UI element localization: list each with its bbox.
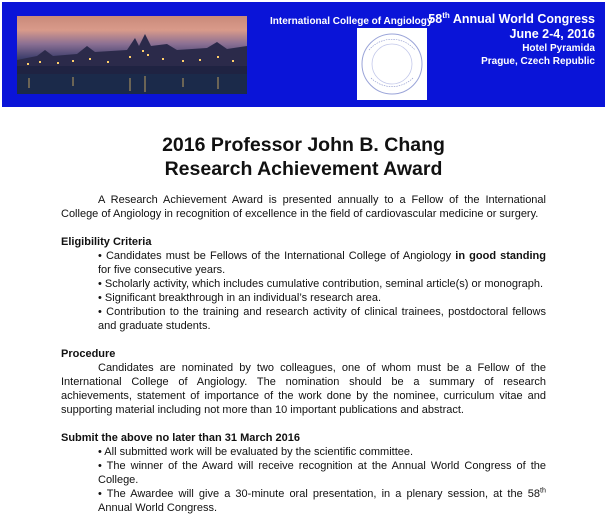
prague-skyline-photo	[17, 16, 247, 94]
skyline-illustration	[17, 16, 247, 94]
submission-item-text: • The Awardee will give a 30-minute oral presentation, in a plenary session, at the 58	[98, 488, 541, 500]
submission-item: • The winner of the Award will receive recognition at the Annual World Congress of the College.	[98, 460, 546, 486]
submission-item: • All submitted work will be evaluated by the scientific committee.	[98, 446, 414, 458]
congress-title-rest: Annual World Congress	[449, 12, 595, 26]
congress-city: Prague, Czech Republic	[481, 56, 595, 67]
procedure-paragraph: Candidates are nominated by two colleagues, one of whom must be a Fellow of the International College of Angiology. The nomination should be a summary of research achievements, statement of importance of the work done by the nominee, curriculum vitae and supporting material including not more than 10 important publications and abstract.	[61, 362, 546, 416]
congress-title	[428, 12, 595, 27]
eligibility-heading: Eligibility Criteria	[61, 236, 152, 248]
spacer	[61, 221, 546, 235]
submission-heading: Submit the above no later than 31 March 2016	[61, 432, 301, 444]
congress-ordinal-suffix: th	[442, 10, 450, 20]
college-seal-logo	[357, 28, 427, 100]
award-title-line2: Research Achievement Award	[164, 158, 443, 180]
award-title-line1: 2016 Professor John B. Chang	[162, 134, 445, 156]
ordinal-suffix: th	[540, 486, 546, 495]
eligibility-item: • Scholarly activity, which includes cumulative contribution, seminal article(s) or monograph.	[98, 278, 544, 290]
procedure-heading: Procedure	[61, 348, 116, 360]
congress-info	[428, 12, 595, 68]
header-banner	[2, 2, 605, 107]
congress-venue: Hotel Pyramida	[522, 43, 595, 54]
eligibility-item-text: for five consecutive years.	[98, 264, 226, 276]
spacer	[61, 333, 546, 347]
intro-paragraph: A Research Achievement Award is presented annually to a Fellow of the International College of Angiology in recognition of excellence in the field of cardiovascular medicine or surgery.	[61, 194, 546, 220]
eligibility-item: • Significant breakthrough in an individual’s research area.	[98, 292, 382, 304]
eligibility-item-text: • Candidates must be Fellows of the International College of Angiology	[98, 250, 456, 262]
congress-ordinal: 58	[428, 12, 443, 26]
seal-icon	[357, 28, 427, 100]
eligibility-item	[98, 249, 546, 277]
spacer	[61, 417, 546, 431]
submission-item	[98, 487, 546, 515]
congress-dates: June 2-4, 2016	[509, 27, 595, 41]
eligibility-item-emphasis: in good standing	[455, 250, 546, 262]
eligibility-item: • Contribution to the training and research activity of clinical trainees, postdoctoral fellows and graduate students.	[98, 306, 546, 332]
document-body	[61, 193, 546, 515]
submission-item-text: Annual World Congress.	[98, 502, 218, 514]
college-name: International College of Angiology	[270, 16, 433, 27]
